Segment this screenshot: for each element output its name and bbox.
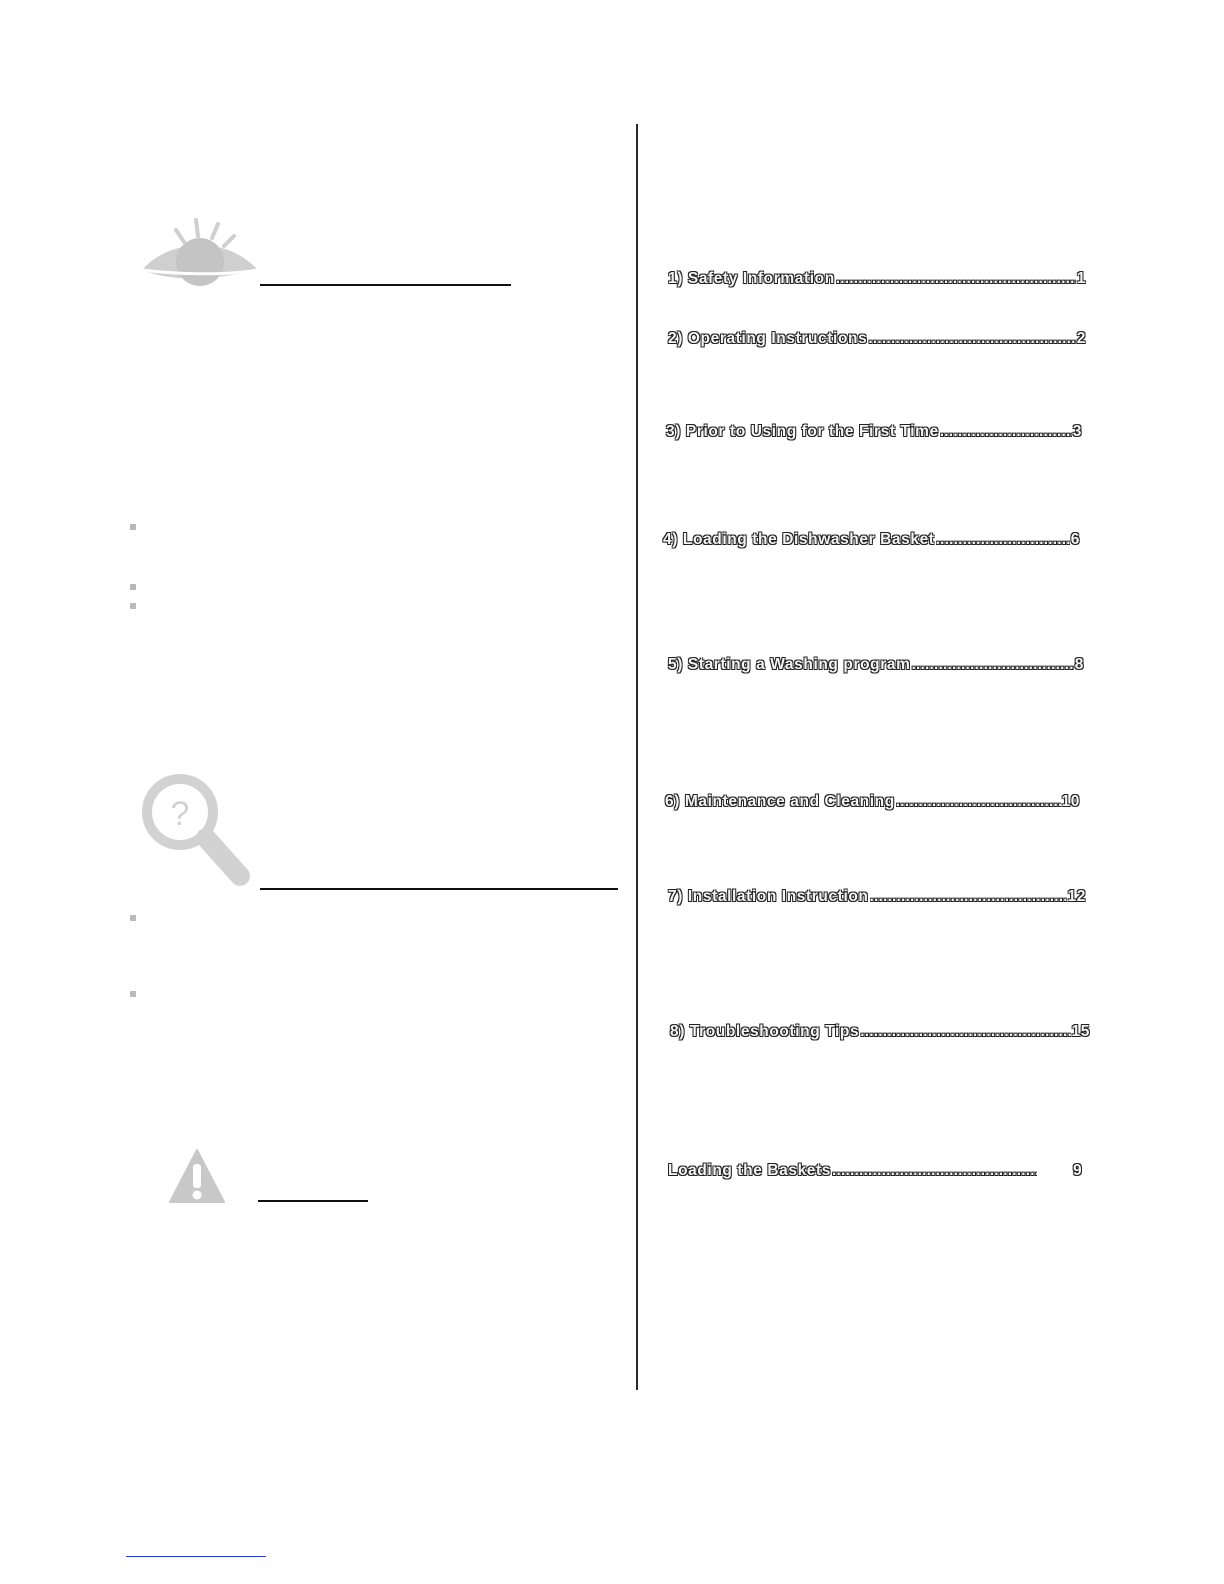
toc-leader-dots xyxy=(896,793,1061,811)
toc-entry-title: 6) Maintenance and Cleaning xyxy=(665,793,895,810)
toc-leader-dots xyxy=(870,888,1067,906)
bullet xyxy=(130,603,136,609)
footer-link-underline[interactable] xyxy=(126,1556,266,1557)
toc-leader-dots xyxy=(911,656,1073,674)
toc-leader-dots xyxy=(832,1162,1037,1180)
toc-entry-title: 7) Installation Instruction xyxy=(668,888,869,905)
toc-entry[interactable] xyxy=(668,888,1086,906)
toc-entry-title: 3) Prior to Using for the First Time xyxy=(666,423,939,440)
toc-entry-title: 1) Safety Information xyxy=(668,270,835,287)
toc-entry[interactable] xyxy=(668,1162,1088,1180)
bullet xyxy=(130,524,136,530)
toc-entry-page: 9 xyxy=(1073,1162,1083,1179)
toc-entry[interactable] xyxy=(666,423,1082,441)
toc-entry-title: 4) Loading the Dishwasher Basket xyxy=(663,531,935,548)
svg-text:?: ? xyxy=(170,795,190,833)
toc-entry-page: 10 xyxy=(1061,793,1080,810)
toc-entry-page: 8 xyxy=(1074,656,1084,673)
toc-entry-title: 5) Starting a Washing program xyxy=(668,656,911,673)
toc-entry-page: 2 xyxy=(1076,330,1086,347)
section-rule xyxy=(260,284,511,286)
toc-entry-page: 12 xyxy=(1067,888,1086,905)
toc-entry[interactable] xyxy=(668,656,1084,674)
bullet xyxy=(130,915,136,921)
section-rule xyxy=(258,1200,368,1202)
toc-leader-dots xyxy=(860,1023,1070,1041)
toc-leader-dots xyxy=(868,330,1075,348)
toc-entry[interactable] xyxy=(663,531,1080,549)
eye-icon xyxy=(138,212,260,288)
toc-entry-page: 6 xyxy=(1070,531,1080,548)
toc-entry-title: 8) Troubleshooting Tips xyxy=(670,1023,860,1040)
toc-entry-title: Loading the Baskets xyxy=(668,1162,831,1179)
magnifier-question-icon xyxy=(140,772,252,888)
toc-entry[interactable] xyxy=(668,270,1086,288)
toc-entry[interactable] xyxy=(668,330,1086,348)
toc-entry-page: 1 xyxy=(1076,270,1086,287)
toc-leader-dots xyxy=(836,270,1076,288)
warning-triangle-icon xyxy=(168,1148,226,1204)
toc-entry-title: 2) Operating Instructions xyxy=(668,330,868,347)
toc-entry-page: 3 xyxy=(1072,423,1082,440)
column-divider xyxy=(636,124,638,1390)
toc-leader-dots xyxy=(936,531,1070,549)
bullet xyxy=(130,584,136,590)
toc-leader-dots xyxy=(940,423,1072,441)
toc-entry[interactable] xyxy=(665,793,1080,811)
toc-entry[interactable] xyxy=(670,1023,1090,1041)
bullet xyxy=(130,991,136,997)
section-rule xyxy=(260,888,618,890)
toc-entry-page: 15 xyxy=(1071,1023,1090,1040)
